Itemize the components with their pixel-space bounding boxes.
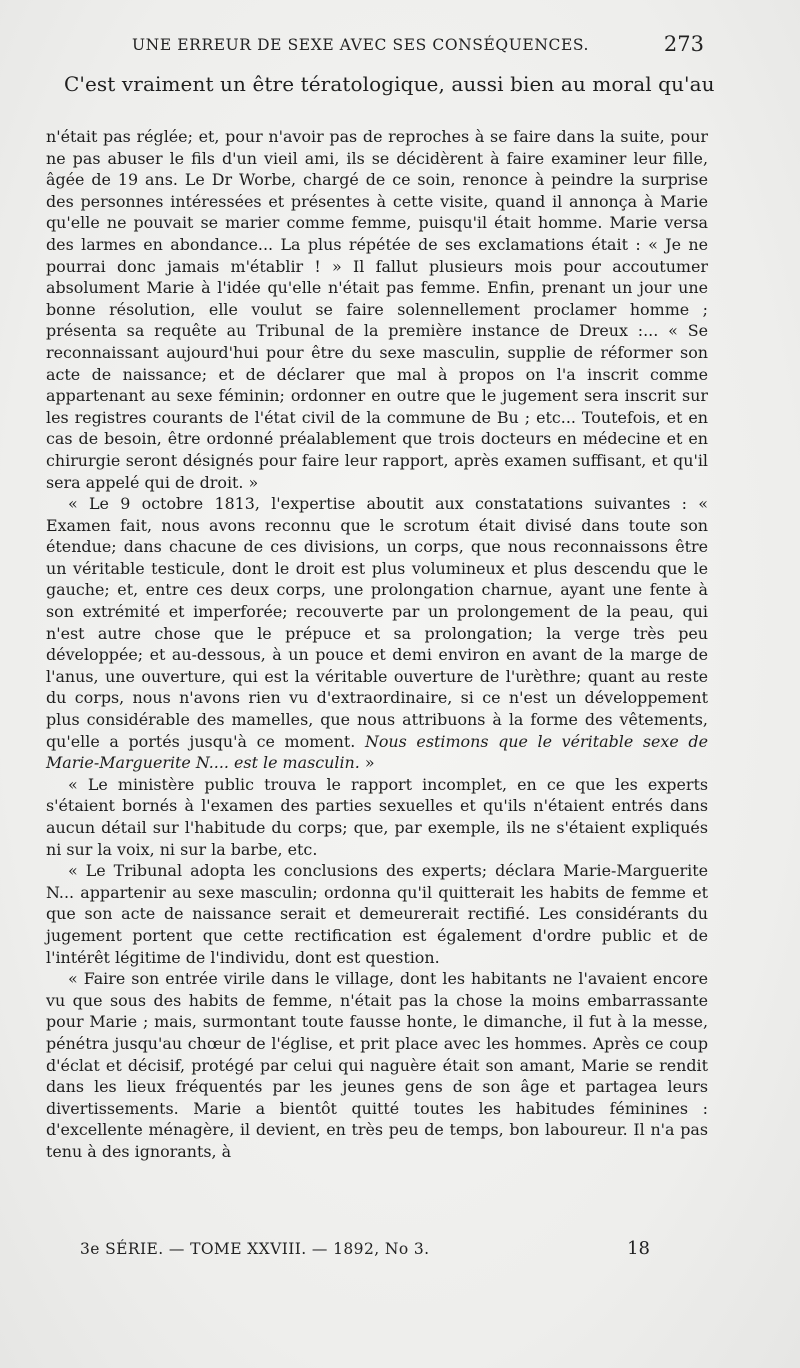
running-title: UNE ERREUR DE SEXE AVEC SES CONSÉQUENCES. [132,36,590,54]
paragraph-text: « Le Tribunal adopta les conclusions des experts; déclara Marie-Marguerite N... appartenir au sexe masculin; ordonna qu'il quitterait les habits de femme et que son acte de naissance serait et demeurerait rectifié. Les considérants du jugement portent que cette rectification est également d'ordre public et de l'intérêt légitime de l'individu, dont est question. [46,861,708,967]
body-text [46,126,708,1163]
overlapping-heading-line: C'est vraiment un être tératologique, aussi bien au moral qu'au [64,72,715,96]
page-footer [80,1240,660,1268]
paragraph-text: « Le ministère public trouva le rapport incomplet, en ce que les experts s'étaient bornés à l'examen des parties sexuelles et qu'ils n'étaient entrés dans aucun détail sur l'habitude du corps; que, par exemple, ils ne s'étaient expliqués ni sur la voix, ni sur la barbe, etc. [46,774,708,859]
paragraph-text: n'était pas réglée; et, pour n'avoir pas de reproches à se faire dans la suite, pour ne pas abuser le fils d'un vieil ami, ils se décidèrent à faire examiner leur fille, âgée de 19 ans. Le Dr Worbe, chargé de ce soin, renonce à peindre la surprise des personnes intéressées et présentes à cette visite, quand il annonça à Marie qu'elle ne pouvait se marier comme femme, puisqu'il était homme. Marie versa des larmes en abondance... La plus répétée de ses exclamations était : « Je ne pourrai donc jamais m'établir ! » Il fallut plusieurs mois pour accoutumer absolument Marie à l'idée qu'elle n'était pas femme. Enfin, prenant un jour une bonne résolution, elle voulut se faire solennellement proclamer homme ; présenta sa requête au Tribunal de la première instance de Dreux :... « Se reconnaissant aujourd'hui pour être du sexe masculin, supplie de réformer son acte de naissance; et de déclarer que mal à propos on l'a inscrit comme appartenant au sexe féminin; ordonner en outre que le jugement sera inscrit sur les registres courants de l'état civil de la commune de Bu ; etc... Toutefois, et en cas de besoin, être ordonné préalablement que trois docteurs en médecine et en chirurgie seront désignés pour faire leur rapport, après examen suffisant, et qu'il sera appelé qui de droit. » [46,127,708,492]
paragraph-4 [46,860,708,968]
paragraph-1 [46,126,708,493]
page-number: 273 [663,32,704,56]
paragraph-5 [46,968,708,1162]
signature-mark: 18 [627,1238,650,1259]
paragraph-2 [46,493,708,774]
series-info: 3e SÉRIE. — TOME XXVIII. — 1892, No 3. [80,1240,430,1258]
paragraph-text: « Le 9 octobre 1813, l'expertise aboutit aux constatations suivantes : « Examen fait, nous avons reconnu que le scrotum était divisé dans toute son étendue; dans chacune de ces divisions, un corps, que nous reconnaissons être un véritable testicule, dont le droit est plus volumineux et plus descendu que le gauche; et, entre ces deux corps, une prolongation charnue, ayant une fente à son extrémité et imperforée; recouverte par un prolongement de la peau, qui n'est autre chose que le prépuce et sa prolongation; la verge très peu développée; et au-dessous, à un pouce et demi environ en avant de la marge de l'anus, une ouverture, qui est la véritable ouverture de l'urèthre; quant au reste du corps, nous n'avons rien vu d'extraordinaire, si ce n'est un développement plus considérable des mamelles, que nous attribuons à la forme des vêtements, qu'elle a portés jusqu'à ce moment. [46,494,708,751]
paragraph-3 [46,774,708,860]
closing-quote: » [359,753,375,773]
paragraph-text: « Faire son entrée virile dans le village, dont les habitants ne l'avaient encore vu que sous des habits de femme, n'était pas la chose la moins embarrassante pour Marie ; mais, surmontant toute fausse honte, le dimanche, il fut à la messe, pénétra jusqu'au chœur de l'église, et prit place avec les hommes. Après ce coup d'éclat et décisif, protégé par celui qui naguère était son amant, Marie se rendit dans les lieux fréquentés par les jeunes gens de son âge et partagea leurs divertissements. Marie a bientôt quitté toutes les habitudes féminines : d'excellente ménagère, il devient, en très peu de temps, bon laboureur. Il n'a pas tenu à des ignorants, à [46,969,708,1161]
page-header [48,32,708,64]
italic-conclusion: Nous estimons que le véritable sexe de Marie-Marguerite N.... est le masculin. [46,731,708,773]
